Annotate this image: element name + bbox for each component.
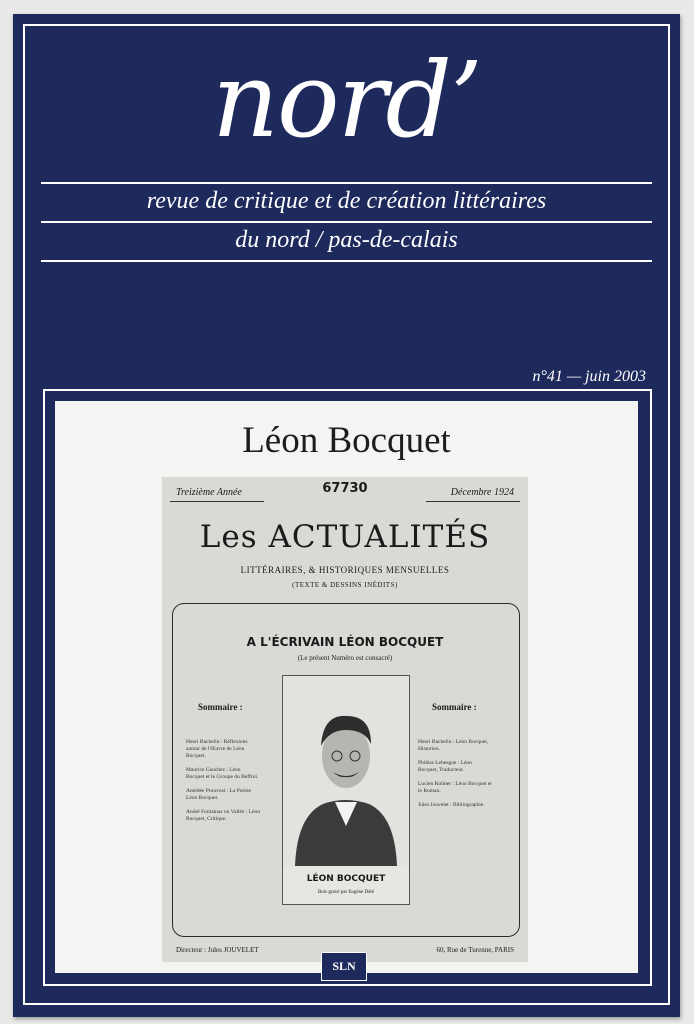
author-name: Léon Bocquet [242,420,451,461]
toc-entry: Henri Bachelin : Léon Bocquet, Historien. [418,739,489,752]
toc-entry: André Fontainas ou Vallée : Léon Bocquet, Critique. [186,809,260,822]
magazine-subtitle: LITTÉRAIRES, & HISTORIQUES MENSUELLES [240,565,450,575]
journal-subtitle-1: revue de critique et de création littéraires [146,188,547,214]
magazine-cover-image [162,477,528,962]
magazine-dedication: A L'ÉCRIVAIN LÉON BOCQUET [246,635,444,649]
publisher-logo: SLN [321,952,367,981]
magazine-header [170,483,520,503]
toc-entry: Philéas Lebesgue : Léon Bocquet, Traducteur. [418,760,472,773]
toc-left [186,739,260,830]
journal-subtitle-2: du nord / pas-de-calais [235,227,458,253]
portrait-name: LÉON BOCQUET [306,874,386,884]
header-rule-right [426,501,520,502]
book-cover [13,14,680,1017]
magazine-subtitle-2: (TEXTE & DESSINS INÉDITS) [292,581,398,589]
magazine-director: Directeur : Jules JOUVELET [176,946,259,954]
magazine-title: Les ACTUALITÉS [199,519,491,555]
sommaire-left: Sommaire : [198,702,243,712]
magazine-dedication-note: (Le présent Numéro est consacré) [297,654,393,662]
toc-entry: Jules Jouvelet : Bibliographie. [418,802,485,808]
toc-entry: Maurice Gauchez : Léon Bocquet et le Groupe du Beffroi. [186,767,259,780]
magazine-year: Treizième Année [176,487,242,498]
cover-panel [55,401,638,973]
toc-entry: Amédée Prouvost : La Poésie Léon Bocquet. [186,788,252,801]
magazine-date: Décembre 1924 [450,487,514,498]
header-rule-left [170,501,264,502]
sommaire-right: Sommaire : [432,702,477,712]
rule-bottom [41,260,652,262]
magazine-number: 67730 [322,481,368,496]
toc-right [418,739,492,816]
rule-middle [41,221,652,223]
portrait-caption: Bois gravé par Eugène Dété [317,890,375,895]
issue-label: n°41 — juin 2003 [532,368,646,385]
portrait-image [283,676,409,866]
magazine-address: 60, Rue de Turenne, PARIS [436,946,514,954]
toc-entry: Henri Bachelin : Réflexions autour de l'Œuvre de Léon Bocquet. [186,739,248,759]
toc-entry: Lucien Rolmer : Léon Bocquet et le Roman. [418,781,492,794]
rule-top [41,182,652,184]
journal-title: nord’ [212,39,481,161]
portrait-frame [282,675,410,905]
